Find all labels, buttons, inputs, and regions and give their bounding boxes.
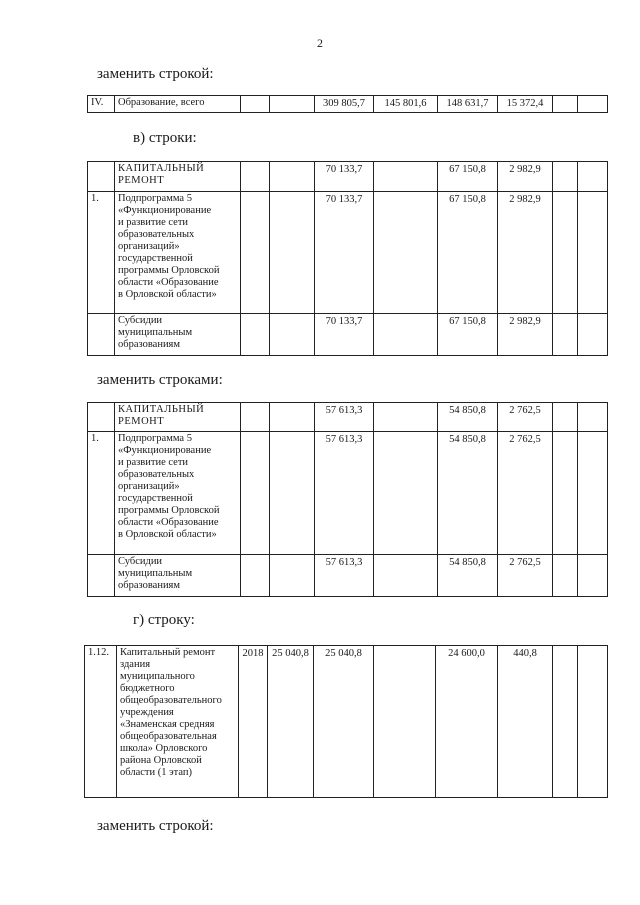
table-row	[88, 162, 608, 192]
cell-value: 2 982,9	[498, 314, 553, 356]
cell	[578, 192, 608, 314]
row-name: Подпрограмма 5 «Функционирование и развитие сети образовательных организаций» государственной программы Орловской области «Образование в Орловской области»	[115, 192, 241, 314]
row-number	[88, 162, 115, 192]
cell-value: 440,8	[498, 646, 553, 798]
table-row	[88, 314, 608, 356]
row-name: Подпрограмма 5 «Функционирование и развитие сети образовательных организаций» государственной программы Орловской области «Образование в Орловской области»	[115, 432, 241, 555]
cell	[241, 314, 270, 356]
cell	[553, 314, 578, 356]
replace-rows-heading: заменить строками:	[97, 372, 223, 388]
cell	[578, 403, 608, 432]
cell	[553, 555, 578, 597]
cell-value: 70 133,7	[315, 192, 374, 314]
row-number	[88, 555, 115, 597]
cell	[270, 96, 315, 113]
row-number: 1.12.	[85, 646, 117, 798]
row-number	[88, 403, 115, 432]
cell-value: 2 762,5	[498, 555, 553, 597]
cell	[270, 192, 315, 314]
table-row	[88, 555, 608, 597]
cell-value	[374, 432, 438, 555]
cell-value	[374, 555, 438, 597]
row-name: Капитальный ремонт здания муниципального бюджетного общеобразовательного учреждения «Знаменская средняя общеобразовательная школа» Орловского района Орловской области (1 этап)	[117, 646, 239, 798]
cell-value: 57 613,3	[315, 555, 374, 597]
cell	[578, 96, 608, 113]
cell-value: 54 850,8	[438, 403, 498, 432]
cell	[270, 162, 315, 192]
table-rows-after	[87, 402, 608, 597]
cell	[241, 555, 270, 597]
cell	[241, 96, 270, 113]
row-number	[88, 314, 115, 356]
cell	[241, 192, 270, 314]
cell	[553, 432, 578, 555]
cell-total: 309 805,7	[315, 96, 374, 113]
section-b-heading: в) строки:	[133, 130, 197, 146]
cell	[270, 314, 315, 356]
row-name: КАПИТАЛЬНЫЙ РЕМОНТ	[115, 403, 241, 432]
cell-value: 70 133,7	[315, 314, 374, 356]
table-repair-row	[84, 645, 608, 798]
cell	[553, 162, 578, 192]
row-name: КАПИТАЛЬНЫЙ РЕМОНТ	[115, 162, 241, 192]
cell-value: 54 850,8	[438, 555, 498, 597]
page-number: 2	[317, 36, 323, 50]
table-row	[88, 96, 608, 113]
table-row	[88, 192, 608, 314]
cell-value: 2 762,5	[498, 403, 553, 432]
table-row	[88, 403, 608, 432]
cell-value: 25 040,8	[314, 646, 374, 798]
cell	[578, 314, 608, 356]
table-row	[85, 646, 608, 798]
cell-value: 145 801,6	[374, 96, 438, 113]
cell-value: 57 613,3	[315, 403, 374, 432]
cell-value: 2 762,5	[498, 432, 553, 555]
row-number: 1.	[88, 192, 115, 314]
cell-value: 67 150,8	[438, 162, 498, 192]
cell	[241, 432, 270, 555]
cell	[553, 403, 578, 432]
row-name: Субсидии муниципальным образованиям	[115, 314, 241, 356]
cell-value: 24 600,0	[436, 646, 498, 798]
cell-value	[374, 646, 436, 798]
cell-value: 57 613,3	[315, 432, 374, 555]
table-rows-before	[87, 161, 608, 356]
cell	[578, 646, 608, 798]
cell-value	[374, 162, 438, 192]
cell-value: 67 150,8	[438, 314, 498, 356]
cell	[578, 432, 608, 555]
section-g-heading: г) строку:	[133, 612, 195, 628]
cell	[241, 162, 270, 192]
cell-year: 2018	[239, 646, 268, 798]
cell	[553, 96, 578, 113]
cell-value: 67 150,8	[438, 192, 498, 314]
cell	[578, 555, 608, 597]
row-number: 1.	[88, 432, 115, 555]
cell-value	[374, 403, 438, 432]
cell	[553, 192, 578, 314]
cell-value: 15 372,4	[498, 96, 553, 113]
cell	[270, 432, 315, 555]
cell-value: 2 982,9	[498, 162, 553, 192]
cell-value	[374, 192, 438, 314]
table-education-total	[87, 95, 608, 113]
cell-value: 2 982,9	[498, 192, 553, 314]
cell-value	[374, 314, 438, 356]
table-row	[88, 432, 608, 555]
row-name: Субсидии муниципальным образованиям	[115, 555, 241, 597]
row-number: IV.	[88, 96, 115, 113]
cell	[553, 646, 578, 798]
cell	[241, 403, 270, 432]
cell-value: 54 850,8	[438, 432, 498, 555]
replace-row-heading-2: заменить строкой:	[97, 818, 214, 834]
cell	[270, 555, 315, 597]
cell	[578, 162, 608, 192]
cell-value: 70 133,7	[315, 162, 374, 192]
replace-row-heading: заменить строкой:	[97, 66, 214, 82]
cell	[270, 403, 315, 432]
cell-value: 148 631,7	[438, 96, 498, 113]
row-name: Образование, всего	[115, 96, 241, 113]
cell-value: 25 040,8	[268, 646, 314, 798]
